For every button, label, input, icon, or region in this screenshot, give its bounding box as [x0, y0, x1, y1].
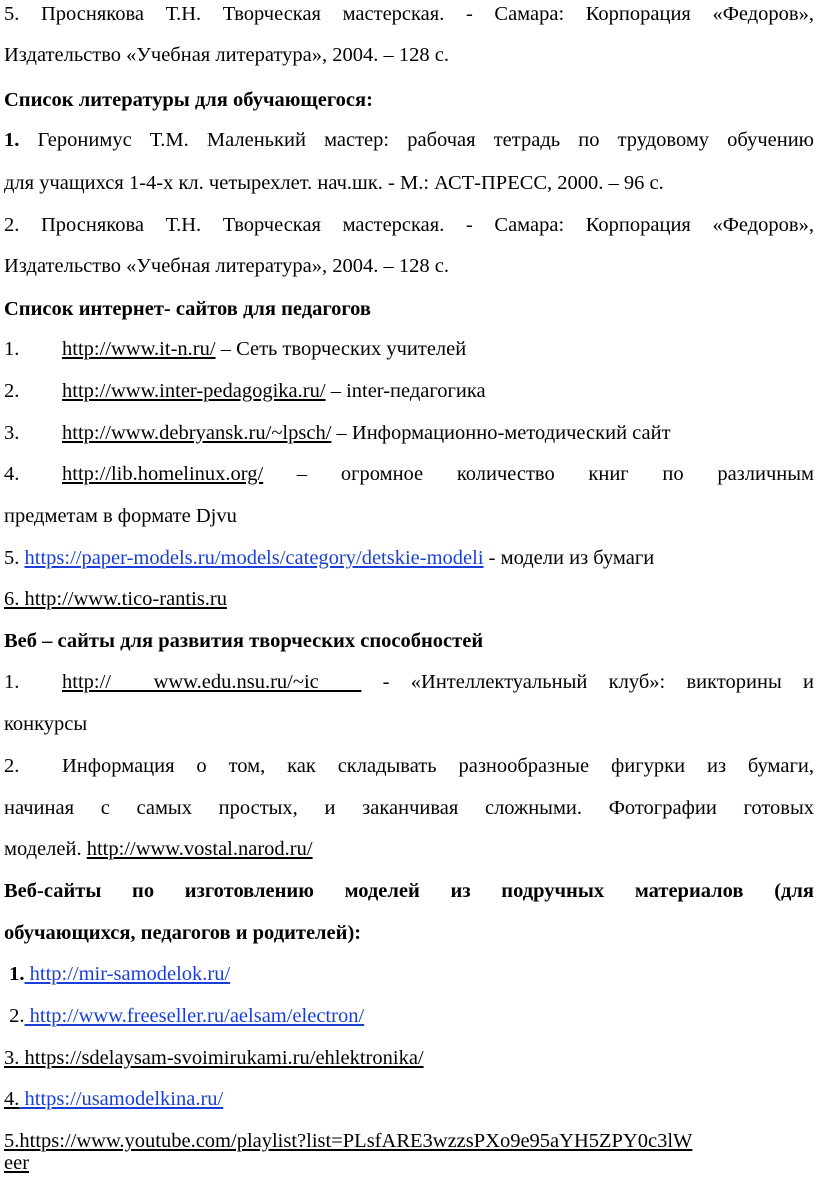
text-line: конкурсы — [4, 713, 88, 735]
link-line[interactable]: 6. http://www.tico-rantis.ru — [4, 588, 227, 610]
link-description: - «Интеллектуальный клуб»: викторины и — [361, 671, 814, 693]
link-line[interactable]: 3. https://sdelaysam-svoimirukami.ru/ehlektronika/ — [4, 1047, 424, 1069]
list-number: 2. — [4, 380, 20, 402]
text: моделей. — [4, 838, 87, 860]
list-number: 1. — [4, 129, 20, 151]
link[interactable]: http://www.debryansk.ru/~lpsch/ — [62, 422, 332, 444]
text-line: 2. Проснякова Т.Н. Творческая мастерская. - Самара: Корпорация «Федоров», — [4, 214, 814, 236]
link-description: - модели из бумаги — [483, 547, 655, 569]
link-description: – Информационно-методический сайт — [331, 422, 671, 444]
list-item — [4, 421, 814, 445]
link[interactable]: http://www.freeseller.ru/aelsam/electron/ — [24, 1005, 365, 1027]
list-number: 1. — [4, 963, 25, 985]
list-number: 3. — [4, 422, 20, 444]
list-number: 2. — [4, 755, 20, 777]
link[interactable]: http://www.vostal.narod.ru/ — [86, 838, 313, 860]
text: Геронимус Т.М. Маленький мастер: рабочая тетрадь по трудовому обучению — [19, 129, 814, 151]
list-number: 2. — [4, 1005, 25, 1027]
link[interactable]: http://mir-samodelok.ru/ — [24, 963, 231, 985]
text-line — [4, 837, 814, 861]
list-number: 1. — [4, 671, 20, 693]
list-item — [4, 546, 814, 570]
link-description: – Сеть творческих учителей — [215, 338, 467, 360]
section-heading-internet-sites: Список интернет- сайтов для педагогов — [4, 298, 371, 320]
list-item — [4, 128, 814, 152]
list-number: 5. — [4, 547, 25, 569]
list-item — [4, 1004, 814, 1028]
list-item — [4, 1087, 814, 1111]
section-heading-literature: Список литературы для обучающегося: — [4, 89, 373, 111]
text: Информация о том, как складывать разнообразные фигурки из бумаги, — [62, 755, 814, 777]
link[interactable]: https://paper-models.ru/models/category/detskie-modeli — [24, 547, 484, 569]
text-line: начиная с самых простых, и заканчивая сложными. Фотографии готовых — [4, 797, 814, 819]
text-line: предметам в формате Djvu — [4, 505, 237, 527]
list-number: 4. — [4, 463, 20, 485]
text-line: 5. Проснякова Т.Н. Творческая мастерская. - Самара: Корпорация «Федоров», — [4, 3, 814, 25]
link[interactable]: http://www.inter-pedagogika.ru/ — [62, 380, 326, 402]
list-item — [4, 962, 814, 986]
link[interactable]: http://www.it-n.ru/ — [62, 338, 216, 360]
text-line: Издательство «Учебная литература», 2004. – 128 с. — [4, 255, 449, 277]
link[interactable]: http:// www.edu.nsu.ru/~ic — [62, 671, 362, 693]
link-description: – огромное количество книг по различным — [263, 463, 814, 485]
section-heading-handmade-models-cont: обучающихся, педагогов и родителей): — [4, 922, 362, 944]
section-heading-creative-sites: Веб – сайты для развития творческих способностей — [4, 630, 484, 652]
text-line: Издательство «Учебная литература», 2004. – 128 с. — [4, 44, 449, 66]
link-description: – inter-педагогика — [325, 380, 486, 402]
list-number: 4. — [4, 1088, 20, 1110]
list-item — [4, 337, 814, 361]
list-item — [4, 462, 814, 486]
list-item — [4, 754, 814, 778]
list-number: 1. — [4, 338, 20, 360]
link[interactable]: https://usamodelkina.ru/ — [19, 1088, 224, 1110]
link-line[interactable]: 5.https://www.youtube.com/playlist?list=PLsfARE3wzzsPXo9e95aYH5ZPY0c3lW — [4, 1130, 693, 1152]
section-heading-handmade-models: Веб-сайты по изготовлению моделей из подручных материалов (для — [4, 880, 814, 902]
link[interactable]: http://lib.homelinux.org/ — [62, 463, 264, 485]
link-line-cont[interactable]: eer — [4, 1152, 30, 1174]
list-item — [4, 379, 814, 403]
text-line: для учащихся 1-4-х кл. четырехлет. нач.шк. - М.: АСТ-ПРЕСС, 2000. – 96 с. — [4, 172, 664, 194]
list-item — [4, 670, 814, 694]
